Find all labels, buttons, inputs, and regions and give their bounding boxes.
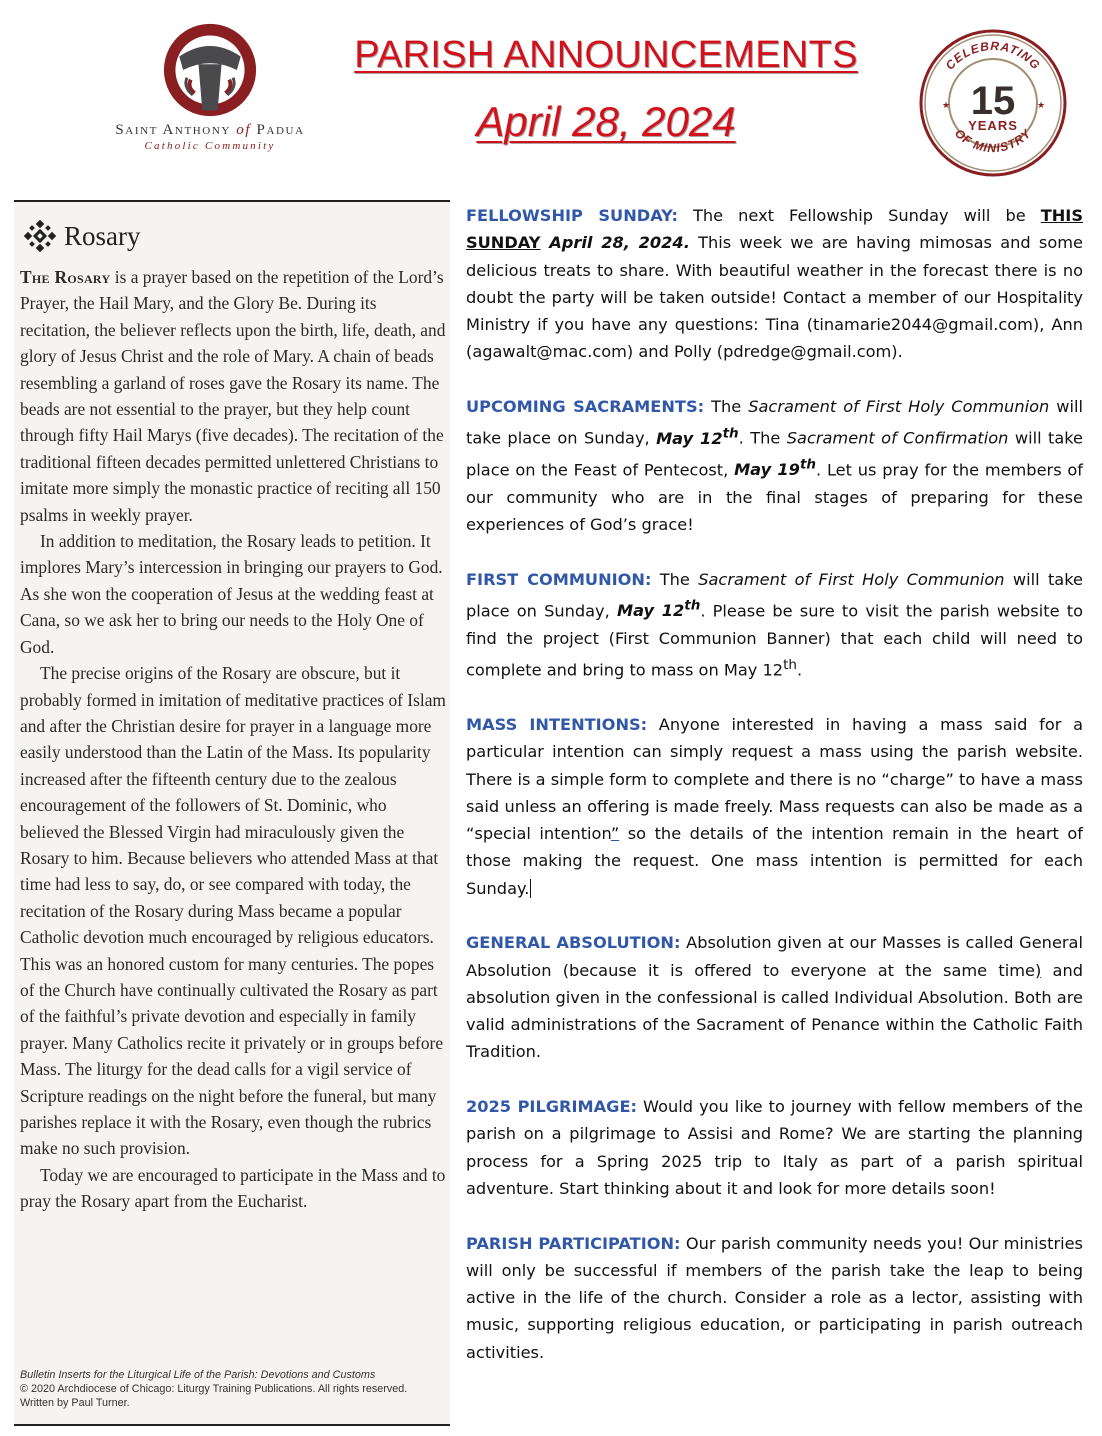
announcement-heading: FIRST COMMUNION: xyxy=(466,569,652,589)
rosary-insert xyxy=(14,200,450,1426)
rosary-paragraph: The Rosary is a prayer based on the repetition of the Lord’s Prayer, the Hail Mary, and the Glory Be. During its recitation, the believer reflects upon the birth, life, death, and glory of Jesus Christ and the role of Mary. A chain of beads resembling a garland of roses gave the Rosary its name. The beads are not essential to the prayer, but they help count through fifty Hail Marys (five decades). The recitation of the traditional fifteen decades permitted unlettered Christians to imitate more simply the monastic practice of reciting all 150 psalms in weekly prayer. xyxy=(20,267,446,525)
announcement-heading: PARISH PARTICIPATION: xyxy=(466,1233,681,1253)
rosary-ornament-icon xyxy=(24,220,56,252)
rosary-paragraph: Today we are encouraged to participate in the Mass and to pray the Rosary apart from the Eucharist. xyxy=(20,1164,446,1212)
rosary-header xyxy=(24,220,141,252)
anniversary-badge-icon xyxy=(918,28,1068,178)
announcement-heading: 2025 PILGRIMAGE: xyxy=(466,1097,638,1117)
rosary-credit: Bulletin Inserts for the Liturgical Life of the Parish: Devotions and Customs © 2020 Archdiocese of Chicago: Liturgy Training Publications. All rights reserved. Written by Paul Turner. xyxy=(20,1369,408,1409)
parish-logo-block xyxy=(60,22,360,182)
svg-text:CELEBRATING xyxy=(943,39,1043,73)
badge-bottom-arc: OF MINISTRY xyxy=(952,126,1034,156)
badge-top-arc: CELEBRATING xyxy=(942,38,1044,73)
announcement-pilgrimage: 2025 PILGRIMAGE: Would you like to journey with fellow members of the parish on a pilgrimage to Assisi and Rome? We are starting the planning process for a Spring 2025 trip to Italy as part of a parish spiritual adventure. Start thinking about it and look for more details soon! xyxy=(466,1097,1083,1198)
announcement-sacraments: UPCOMING SACRAMENTS: The Sacrament of First Holy Communion will take place on Sunday, May 12th. The Sacrament of Confirmation will take place on the Feast of Pentecost, May 19th. Let us pray for the members of our community who are in the final stages of preparing for these experiences of God’s grace! xyxy=(466,397,1084,535)
page-title: PARISH ANNOUNCEMENTS xyxy=(354,34,858,76)
announcement-heading: UPCOMING SACRAMENTS: xyxy=(466,397,705,417)
parish-subtitle: Catholic Community xyxy=(144,140,276,152)
badge-number: 15 xyxy=(970,79,1016,123)
rosary-body xyxy=(20,264,446,1215)
badge-star-left-icon: ★ xyxy=(942,100,951,110)
announcement-general-absolution: GENERAL ABSOLUTION: Absolution given at our Masses is called General Absolution (because it is offered to everyone at the same time) and absolution given in the confessional is called Individual Absolution. Both are valid administrations of the Sacrament of Penance within the Catholic Faith Tradition. xyxy=(466,933,1083,1062)
announcement-fellowship: FELLOWSHIP SUNDAY: The next Fellowship Sunday will be THIS SUNDAY April 28, 2024. This week we are having mimosas and some delicious treats to share. With beautiful weather in the forecast there is no doubt the party will be taken outside! Contact a member of our Hospitality Ministry if you have any questions: Tina (tinamarie2044@gmail.com), Ann (agawalt@mac.com) and Polly (pdredge@gmail.com). xyxy=(466,206,1083,362)
parish-logo-icon xyxy=(162,22,258,118)
rosary-lead: The Rosary xyxy=(20,267,111,287)
announcement-parish-participation: PARISH PARTICIPATION: Our parish community needs you! Our ministries will only be successful if members of the parish take the leap to being active in the life of the church. Consider a role as a lector, assisting with music, supporting religious education, or participating in parish outreach activities. xyxy=(466,1233,1083,1362)
announcements xyxy=(466,202,1083,1393)
rosary-paragraph: The precise origins of the Rosary are obscure, but it probably formed in imitation of meditative practices of Islam and after the Christian desire for prayer in a language more easily understood than the Latin of the Mass. Its popularity increased after the fifteenth century due to the zealous encouragement of the followers of St. Dominic, who believed the Blessed Virgin had miraculously given the Rosary to him. Because believers who attended Mass at that time had less to say, do, or see compared with today, the recitation of the Rosary during Mass became a popular Catholic devotion much encouraged by religious educators. This was an honored custom for many centuries. The popes of the Church have continually cultivated the Rosary as part of the faithful’s private devotion and especially in family prayer. Many Catholics recite it privately or in groups before Mass. The liturgy for the dead calls for a vigil service of Scripture readings on the night before the funeral, but many parishes replace it with the Rosary, even though the rubrics make no such provision. xyxy=(20,663,446,1159)
page-date: April 28, 2024 xyxy=(476,98,736,145)
parish-name: Saint Anthony of Padua xyxy=(115,122,305,138)
announcement-first-communion: FIRST COMMUNION: The Sacrament of First Holy Communion will take place on Sunday, May 12th. Please be sure to visit the parish website to find the project (First Communion Banner) that each child will need to complete and bring to mass on May 12th. xyxy=(466,569,1083,680)
announcement-heading: MASS INTENTIONS: xyxy=(466,714,648,734)
badge-star-right-icon: ★ xyxy=(1037,100,1046,110)
announcement-mass-intentions: MASS INTENTIONS: Anyone interested in having a mass said for a particular intention can simply request a mass using the parish website. There is a simple form to complete and there is no “charge” to have a mass said unless an offering is made freely. Mass requests can also be made as a “special intention” so the details of the intention remain in the heart of those making the request. One mass intention is permitted for each Sunday. xyxy=(466,714,1083,898)
announcement-heading: GENERAL ABSOLUTION: xyxy=(466,933,681,953)
announcement-heading: FELLOWSHIP SUNDAY: xyxy=(466,206,678,225)
rosary-paragraph: In addition to meditation, the Rosary leads to petition. It implores Mary’s intercession in bringing our prayers to God. As she won the cooperation of Jesus at the wedding feast at Cana, so we ask her to bring our needs to the Holy One of God. xyxy=(20,531,443,657)
badge-years: YEARS xyxy=(968,118,1018,133)
rosary-title: Rosary xyxy=(64,220,141,251)
